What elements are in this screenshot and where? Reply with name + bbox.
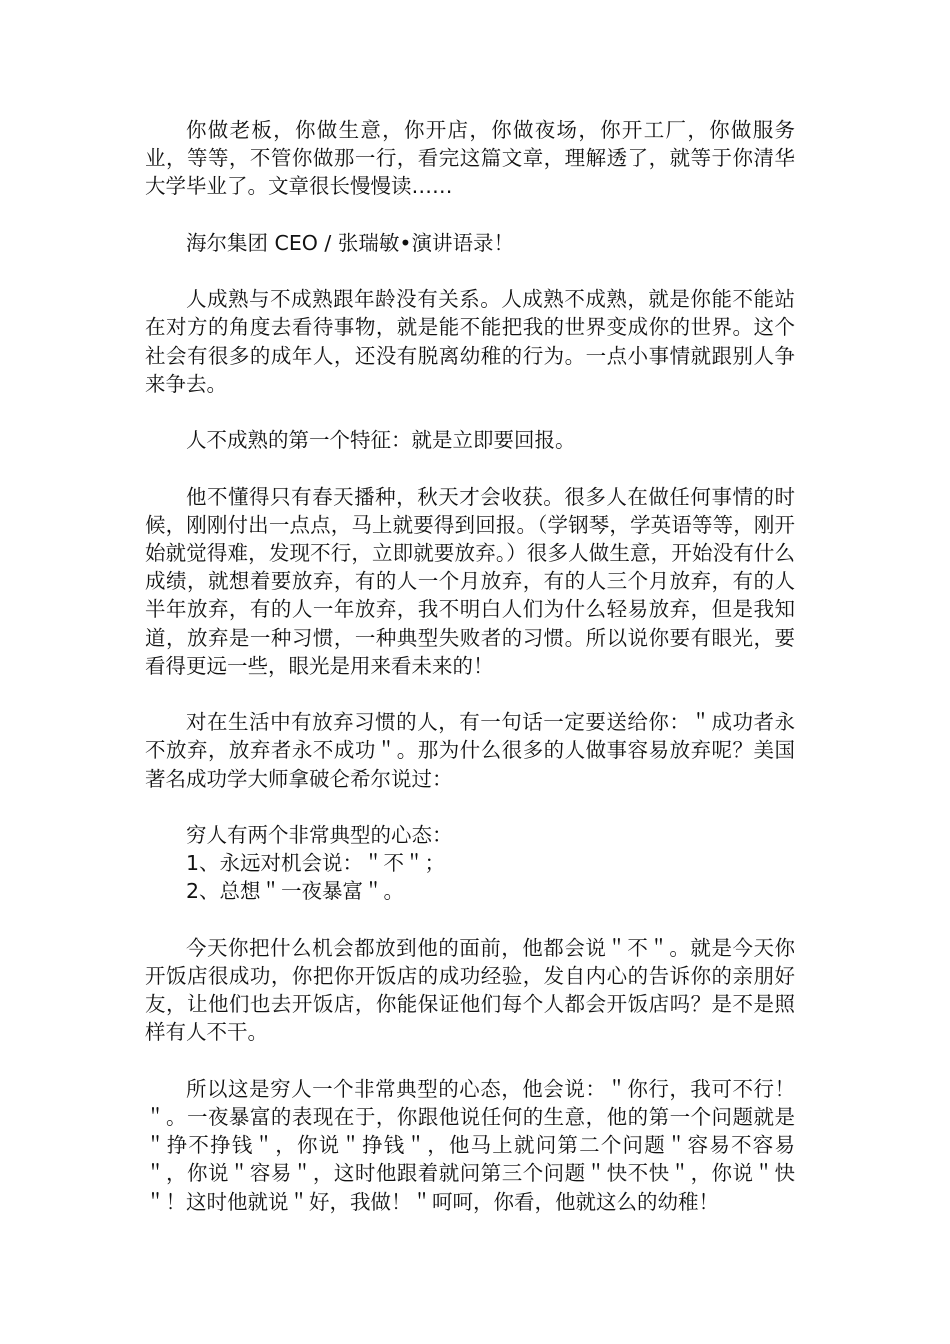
first-trait-heading: 人不成熟的第一个特征：就是立即要回报。 [186, 428, 576, 453]
maturity-paragraph: 人成熟与不成熟跟年龄没有关系。人成熟不成熟，就是你能不能站在对方的角度去看待事物，就是能不能把我的世界变成你的世界。这个社会有很多的成年人，还没有脱离幼稚的行为。一点小事情就跟别人争来争去。 [145, 287, 795, 396]
get-rich-quick-paragraph: 所以这是穷人一个非常典型的心态，他会说：＂你行，我可不行！＂。一夜暴富的表现在于，你跟他说任何的生意，他的第一个问题就是＂挣不挣钱＂，你说＂挣钱＂，他马上就问第二个问题＂容易不容易＂，你说＂容易＂，这时他跟着就问第三个问题＂快不快＂，你说＂快＂！这时他就说＂好，我做！＂呵呵，你看，他就这么的幼稚！ [145, 1076, 795, 1214]
intro-paragraph: 你做老板，你做生意，你开店，你做夜场，你开工厂，你做服务业，等等，不管你做那一行，看完这篇文章，理解透了，就等于你清华大学毕业了。文章很长慢慢读…… [145, 118, 795, 199]
speaker-attribution: 海尔集团 CEO / 张瑞敏•演讲语录！ [186, 230, 514, 255]
opportunity-paragraph: 今天你把什么机会都放到他的面前，他都会说＂不＂。就是今天你开饭店很成功，你把你开饭店的成功经验，发自内心的告诉你的亲朋好友，让他们也去开饭店，你能保证他们每个人都会开饭店吗？是不是照样有人不干。 [145, 935, 795, 1045]
list-intro: 穷人有两个非常典型的心态： [186, 822, 453, 847]
document-page [145, 116, 795, 1216]
poor-mindset-list [145, 821, 795, 906]
list-item: 1、永远对机会说：＂不＂； [186, 851, 446, 876]
list-item: 2、总想＂一夜暴富＂。 [186, 879, 405, 904]
giving-up-paragraph: 他不懂得只有春天播种，秋天才会收获。很多人在做任何事情的时候，刚刚付出一点点，马上就要得到回报。（学钢琴，学英语等等，刚开始就觉得难，发现不行，立即就要放弃。）很多人做生意，开始没有什么成绩，就想着要放弃，有的人一个月放弃，有的人三个月放弃，有的人半年放弃，有的人一年放弃，我不明白人们为什么轻易放弃，但是我知道，放弃是一种习惯，一种典型失败者的习惯。所以说你要有眼光，要看得更远一些，眼光是用来看未来的！ [145, 484, 795, 678]
never-give-up-paragraph: 对在生活中有放弃习惯的人，有一句话一定要送给你：＂成功者永不放弃，放弃者永不成功＂。那为什么很多的人做事容易放弃呢？美国著名成功学大师拿破仑希尔说过： [145, 710, 795, 791]
